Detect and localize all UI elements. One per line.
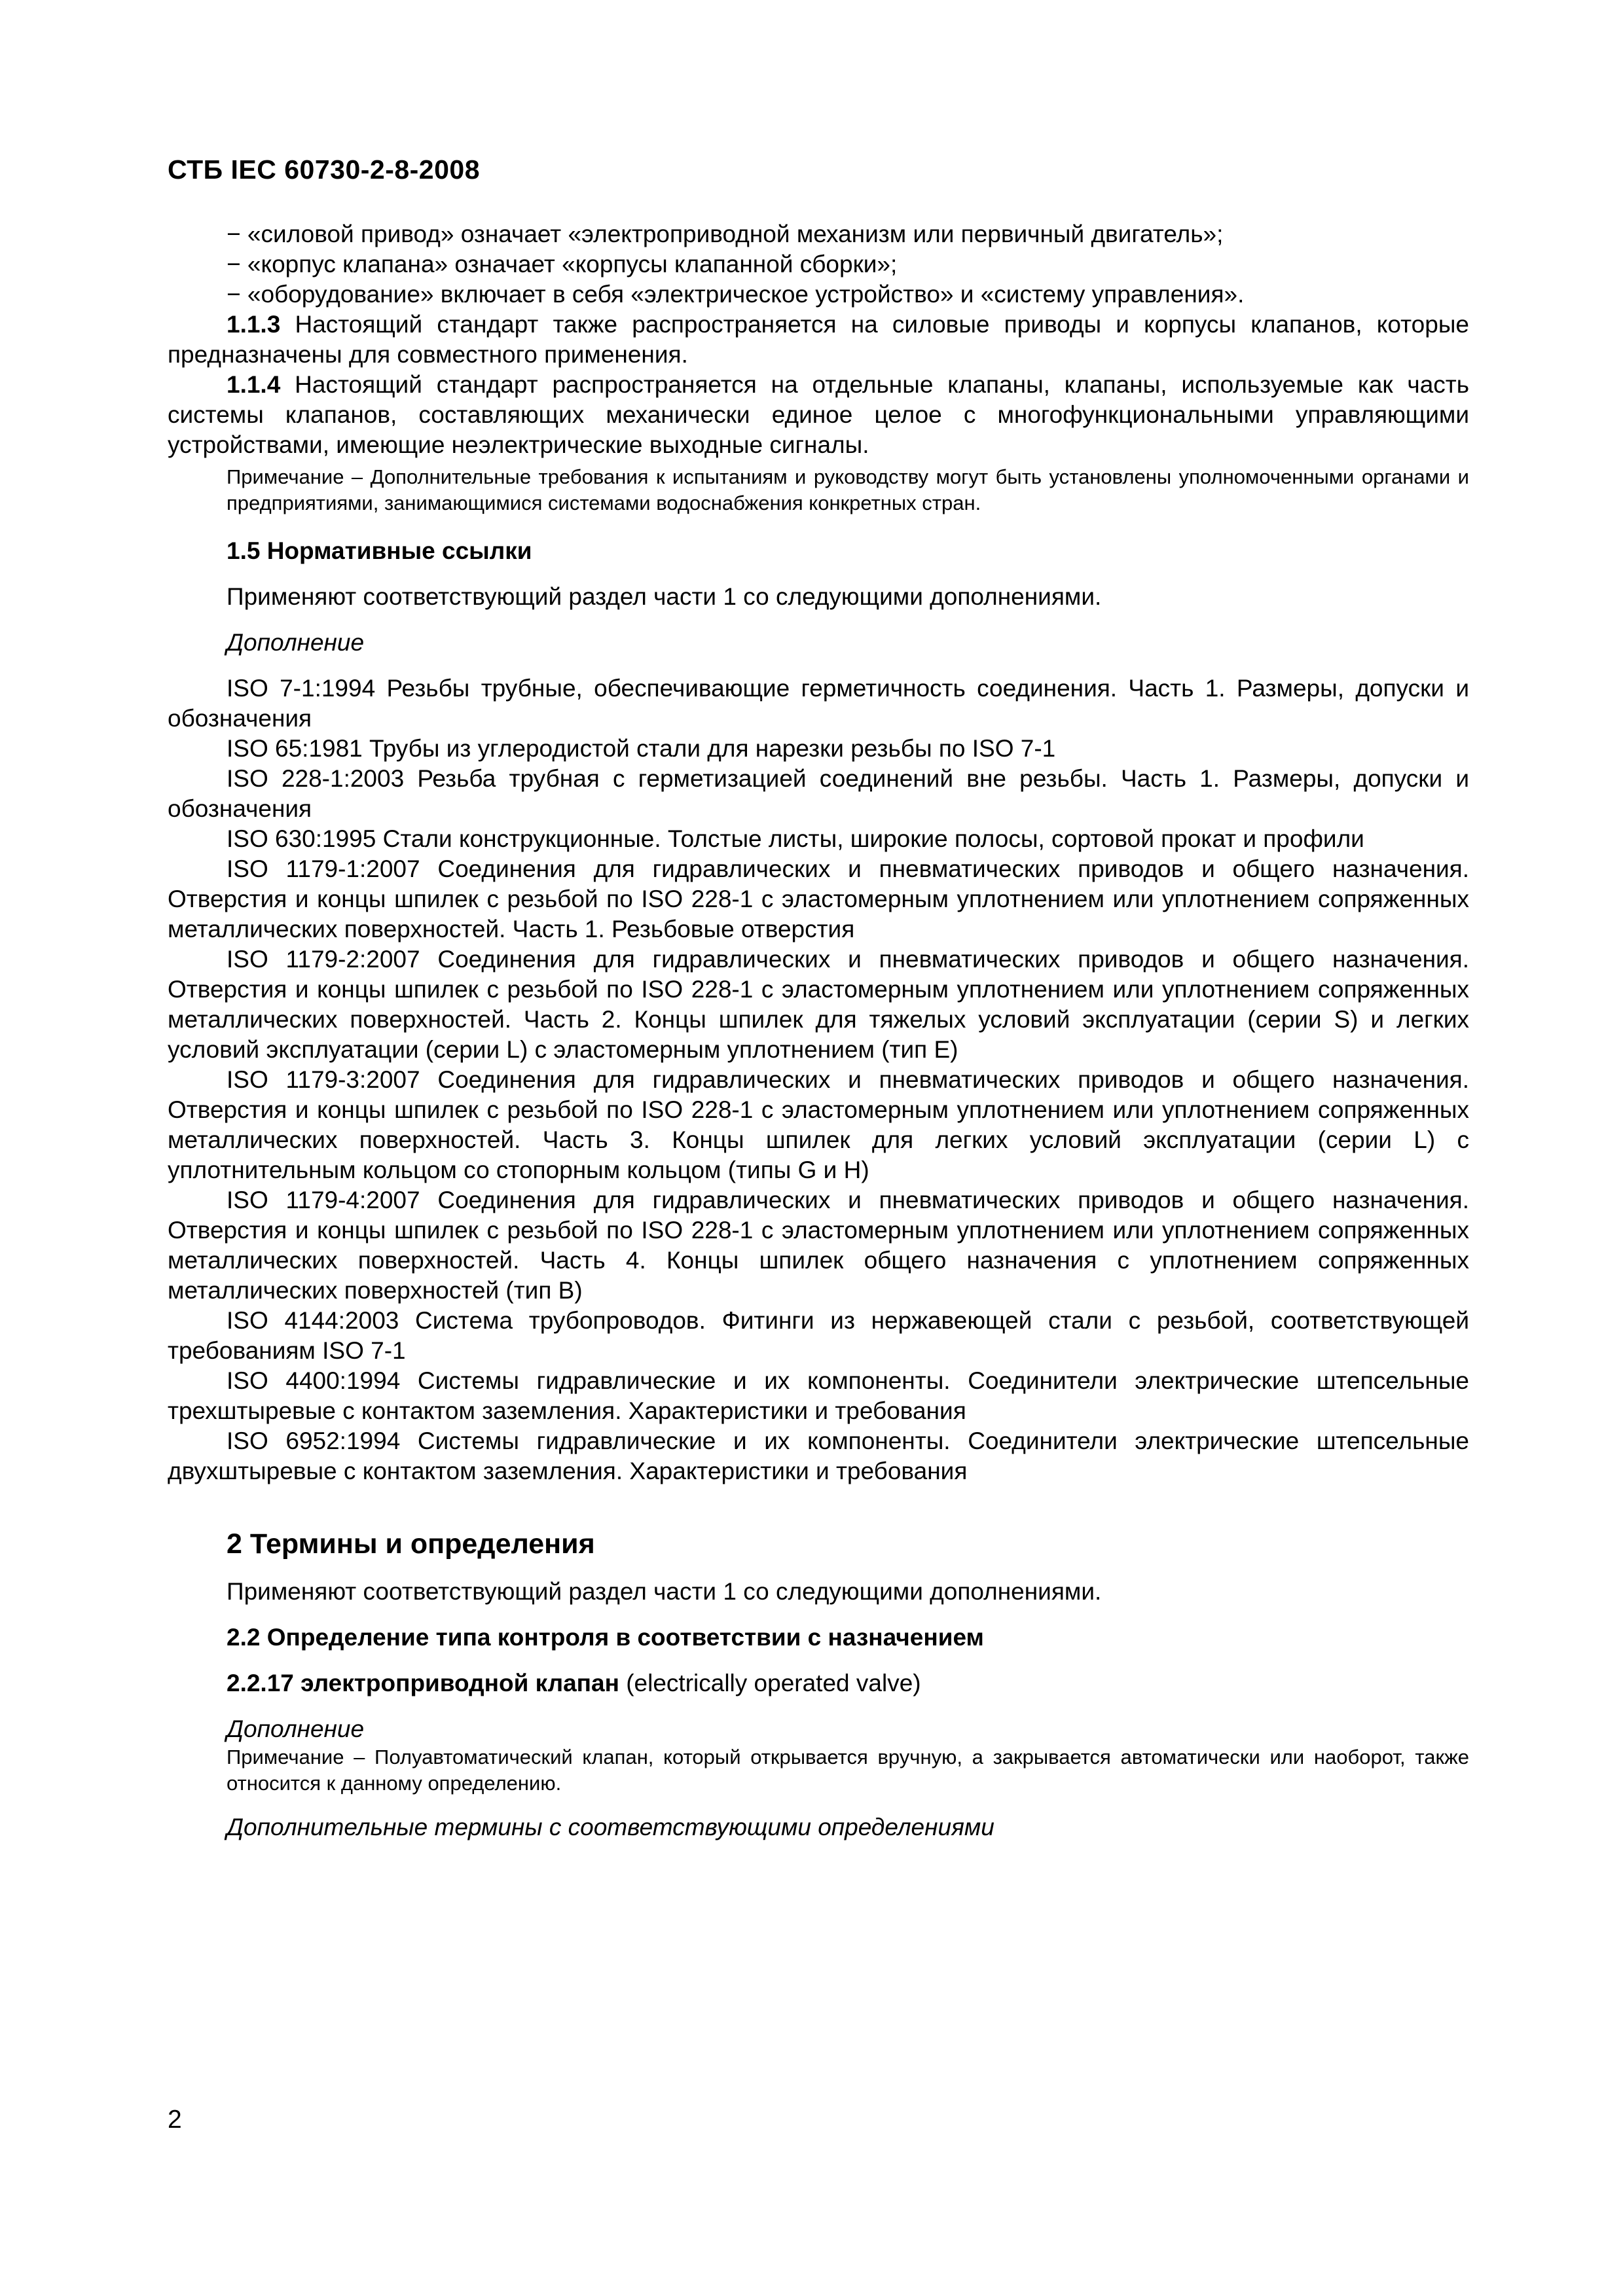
reference-iso-1179-2: ISO 1179-2:2007 Соединения для гидравлических и пневматических приводов и общего назначения. Отверстия и концы шпилек с резьбой по ISO 228-1 с эластомерным уплотнением или уплотнением сопряженных металлических поверхностей. Часть 2. Концы шпилек для тяжелых условий эксплуатации (серии S) и легких условий эксплуатации (серии L) с эластомерным уплотнением (тип E)	[168, 946, 1469, 1063]
reference-iso-1179-4: ISO 1179-4:2007 Соединения для гидравлических и пневматических приводов и общего назначения. Отверстия и концы шпилек с резьбой по ISO 228-1 с эластомерным уплотнением или уплотнением сопряженных металлических поверхностей. Часть 4. Концы шпилек общего назначения с уплотнением сопряженных металлических поверхностей (тип B)	[168, 1187, 1469, 1304]
spacer	[168, 1698, 1469, 1714]
clause-1-1-4	[168, 370, 1469, 460]
clause-1-1-4-text: Настоящий стандарт распространяется на отдельные клапаны, клапаны, используемые как часть системы клапанов, составляющих механически единое целое с многофункциональными управляющими устройствами, имеющие неэлектрические выходные сигналы.	[168, 371, 1470, 458]
reference-iso-7-1: ISO 7-1:1994 Резьбы трубные, обеспечивающие герметичность соединения. Часть 1. Размеры, допуски и обозначения	[168, 675, 1469, 732]
term-2-2-17	[168, 1668, 1469, 1698]
clause-1-1-3-number: 1.1.3	[227, 311, 281, 338]
reference-iso-4400: ISO 4400:1994 Системы гидравлические и их компоненты. Соединители электрические штепсельные трехштыревые с контактом заземления. Характеристики и требования	[168, 1367, 1469, 1424]
reference-iso-4144: ISO 4144:2003 Система трубопроводов. Фитинги из нержавеющей стали с резьбой, соответствующей требованиям ISO 7-1	[168, 1307, 1469, 1364]
additional-terms-label: Дополнительные термины с соответствующими определениями	[227, 1814, 994, 1840]
clause-1-1-4-number: 1.1.4	[227, 371, 281, 398]
heading-control-type: 2.2 Определение типа контроля в соответствии с назначением	[227, 1624, 984, 1651]
reference-iso-1179-3: ISO 1179-3:2007 Соединения для гидравлических и пневматических приводов и общего назначения. Отверстия и концы шпилек с резьбой по ISO 228-1 с эластомерным уплотнением или уплотнением сопряженных металлических поверхностей. Часть 3. Концы шпилек для легких условий эксплуатации (серии L) с уплотнительным кольцом со стопорным кольцом (типы G и H)	[168, 1066, 1469, 1183]
note-semi-automatic-valve: Примечание – Полуавтоматический клапан, который открывается вручную, а закрывается автоматически или наоборот, также относится к данному определению.	[227, 1746, 1469, 1795]
heading-terms-definitions: 2 Термины и определения	[227, 1528, 595, 1560]
spacer	[168, 1561, 1469, 1577]
reference-iso-630: ISO 630:1995 Стали конструкционные. Толстые листы, широкие полосы, сортовой прокат и профили	[227, 825, 1364, 852]
spacer	[168, 1607, 1469, 1623]
note-testing-requirements: Примечание – Дополнительные требования к испытаниям и руководству могут быть установлены уполномоченными органами и предприятиями, занимающимися системами водоснабжения конкретных стран.	[227, 465, 1469, 514]
clause-1-1-3-text: Настоящий стандарт также распространяется на силовые приводы и корпусы клапанов, которые предназначены для совместного применения.	[168, 311, 1469, 368]
intro-line-power-drive: − «силовой привод» означает «электроприводной механизм или первичный двигатель»;	[227, 221, 1224, 247]
reference-iso-228-1: ISO 228-1:2003 Резьба трубная с герметизацией соединений вне резьбы. Часть 1. Размеры, допуски и обозначения	[168, 765, 1469, 822]
term-2-2-17-title: 2.2.17 электроприводной клапан	[227, 1670, 619, 1696]
spacer	[168, 566, 1469, 582]
intro-line-equipment: − «оборудование» включает в себя «электрическое устройство» и «систему управления».	[227, 281, 1245, 308]
addition-label-terms: Дополнение	[227, 1715, 365, 1742]
spacer	[168, 1653, 1469, 1668]
intro-line-valve-body: − «корпус клапана» означает «корпусы клапанной сборки»;	[227, 251, 898, 278]
spacer	[168, 658, 1469, 673]
reference-iso-65: ISO 65:1981 Трубы из углеродистой стали для нарезки резьбы по ISO 7-1	[227, 735, 1056, 762]
clause-1-1-3	[168, 310, 1469, 370]
page-number: 2	[168, 2106, 182, 2134]
document-code-header: СТБ IEC 60730-2-8-2008	[168, 154, 481, 185]
reference-iso-6952: ISO 6952:1994 Системы гидравлические и их компоненты. Соединители электрические штепсельные двухштыревые с контактом заземления. Характеристики и требования	[168, 1427, 1469, 1484]
spacer	[168, 1797, 1469, 1812]
page-content	[168, 219, 1469, 1842]
heading-normative-references: 1.5 Нормативные ссылки	[227, 537, 532, 564]
spacer	[168, 612, 1469, 628]
reference-iso-1179-1: ISO 1179-1:2007 Соединения для гидравлических и пневматических приводов и общего назначения. Отверстия и концы шпилек с резьбой по ISO 228-1 с эластомерным уплотнением или уплотнением сопряженных металлических поверхностей. Часть 1. Резьбовые отверстия	[168, 855, 1469, 942]
addition-label-references: Дополнение	[227, 629, 365, 656]
terms-applies: Применяют соответствующий раздел части 1 со следующими дополнениями.	[227, 1578, 1102, 1605]
term-2-2-17-english: (electrically operated valve)	[619, 1670, 921, 1696]
normative-references-applies: Применяют соответствующий раздел части 1 со следующими дополнениями.	[227, 583, 1102, 610]
